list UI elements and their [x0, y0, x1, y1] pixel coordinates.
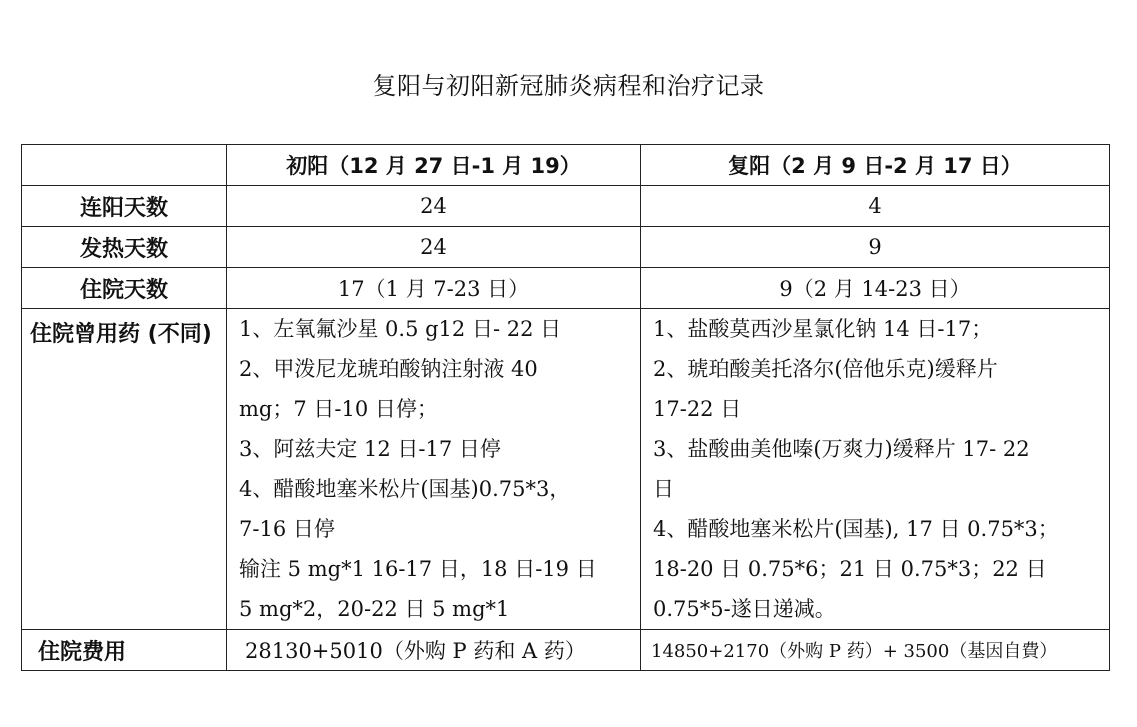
med-line: 输注 5 mg*1 16-17 日，18 日-19 日	[239, 557, 597, 581]
cell-value: 4	[641, 186, 1110, 227]
row-label-hospital-fees: 住院费用	[22, 630, 227, 671]
table-header-row	[22, 145, 1110, 186]
cell-value: 9	[641, 227, 1110, 268]
table-row	[22, 268, 1110, 309]
table-row-medications	[22, 309, 1110, 630]
fee-re-positive: 14850+2170（外购 P 药）+ 3500（基因自費）	[641, 630, 1110, 671]
table-row-fees	[22, 630, 1110, 671]
table-row	[22, 186, 1110, 227]
med-line: 2、甲泼尼龙琥珀酸钠注射液 40	[239, 357, 538, 381]
cell-value: 9（2 月 14-23 日）	[641, 268, 1110, 309]
med-line: 17-22 日	[653, 397, 742, 421]
medications-initial	[227, 309, 641, 630]
row-label-fever-days: 发热天数	[22, 227, 227, 268]
header-initial-positive: 初阳（12 月 27 日-1 月 19）	[227, 145, 641, 186]
row-label-hospital-days: 住院天数	[22, 268, 227, 309]
med-line: 0.75*5-遂日递减。	[653, 597, 836, 621]
med-line: 7-16 日停	[239, 517, 335, 541]
med-line: 4、醋酸地塞米松片(国基), 17 日 0.75*3；	[653, 517, 1059, 541]
cell-value: 24	[227, 227, 641, 268]
row-label-medications: 住院曾用药 (不同)	[22, 309, 227, 630]
cell-value: 17（1 月 7-23 日）	[227, 268, 641, 309]
med-line: 5 mg*2，20-22 日 5 mg*1	[239, 597, 510, 621]
header-blank-cell	[22, 145, 227, 186]
med-line: 1、左氧氟沙星 0.5 g12 日- 22 日	[239, 317, 562, 341]
med-line: 3、阿兹夫定 12 日-17 日停	[239, 437, 501, 461]
row-label-positive-days: 连阳天数	[22, 186, 227, 227]
medications-re-positive	[641, 309, 1110, 630]
table-row	[22, 227, 1110, 268]
med-line: 1、盐酸莫西沙星氯化钠 14 日-17；	[653, 317, 993, 341]
cell-value: 24	[227, 186, 641, 227]
fee-initial: 28130+5010（外购 P 药和 A 药）	[227, 630, 641, 671]
med-line: 18-20 日 0.75*6；21 日 0.75*3；22 日	[653, 557, 1047, 581]
med-line: 4、醋酸地塞米松片(国基)0.75*3，	[239, 477, 571, 501]
med-line: mg；7 日-10 日停；	[239, 397, 438, 421]
med-line: 3、盐酸曲美他嗪(万爽力)缓释片 17- 22	[653, 437, 1030, 461]
med-line: 2、琥珀酸美托洛尔(倍他乐克)缓释片	[653, 357, 998, 381]
header-re-positive: 复阳（2 月 9 日-2 月 17 日）	[641, 145, 1110, 186]
document-title: 复阳与初阳新冠肺炎病程和治疗记录	[372, 72, 765, 100]
treatment-record-table	[21, 144, 1110, 671]
med-line: 日	[653, 477, 674, 501]
